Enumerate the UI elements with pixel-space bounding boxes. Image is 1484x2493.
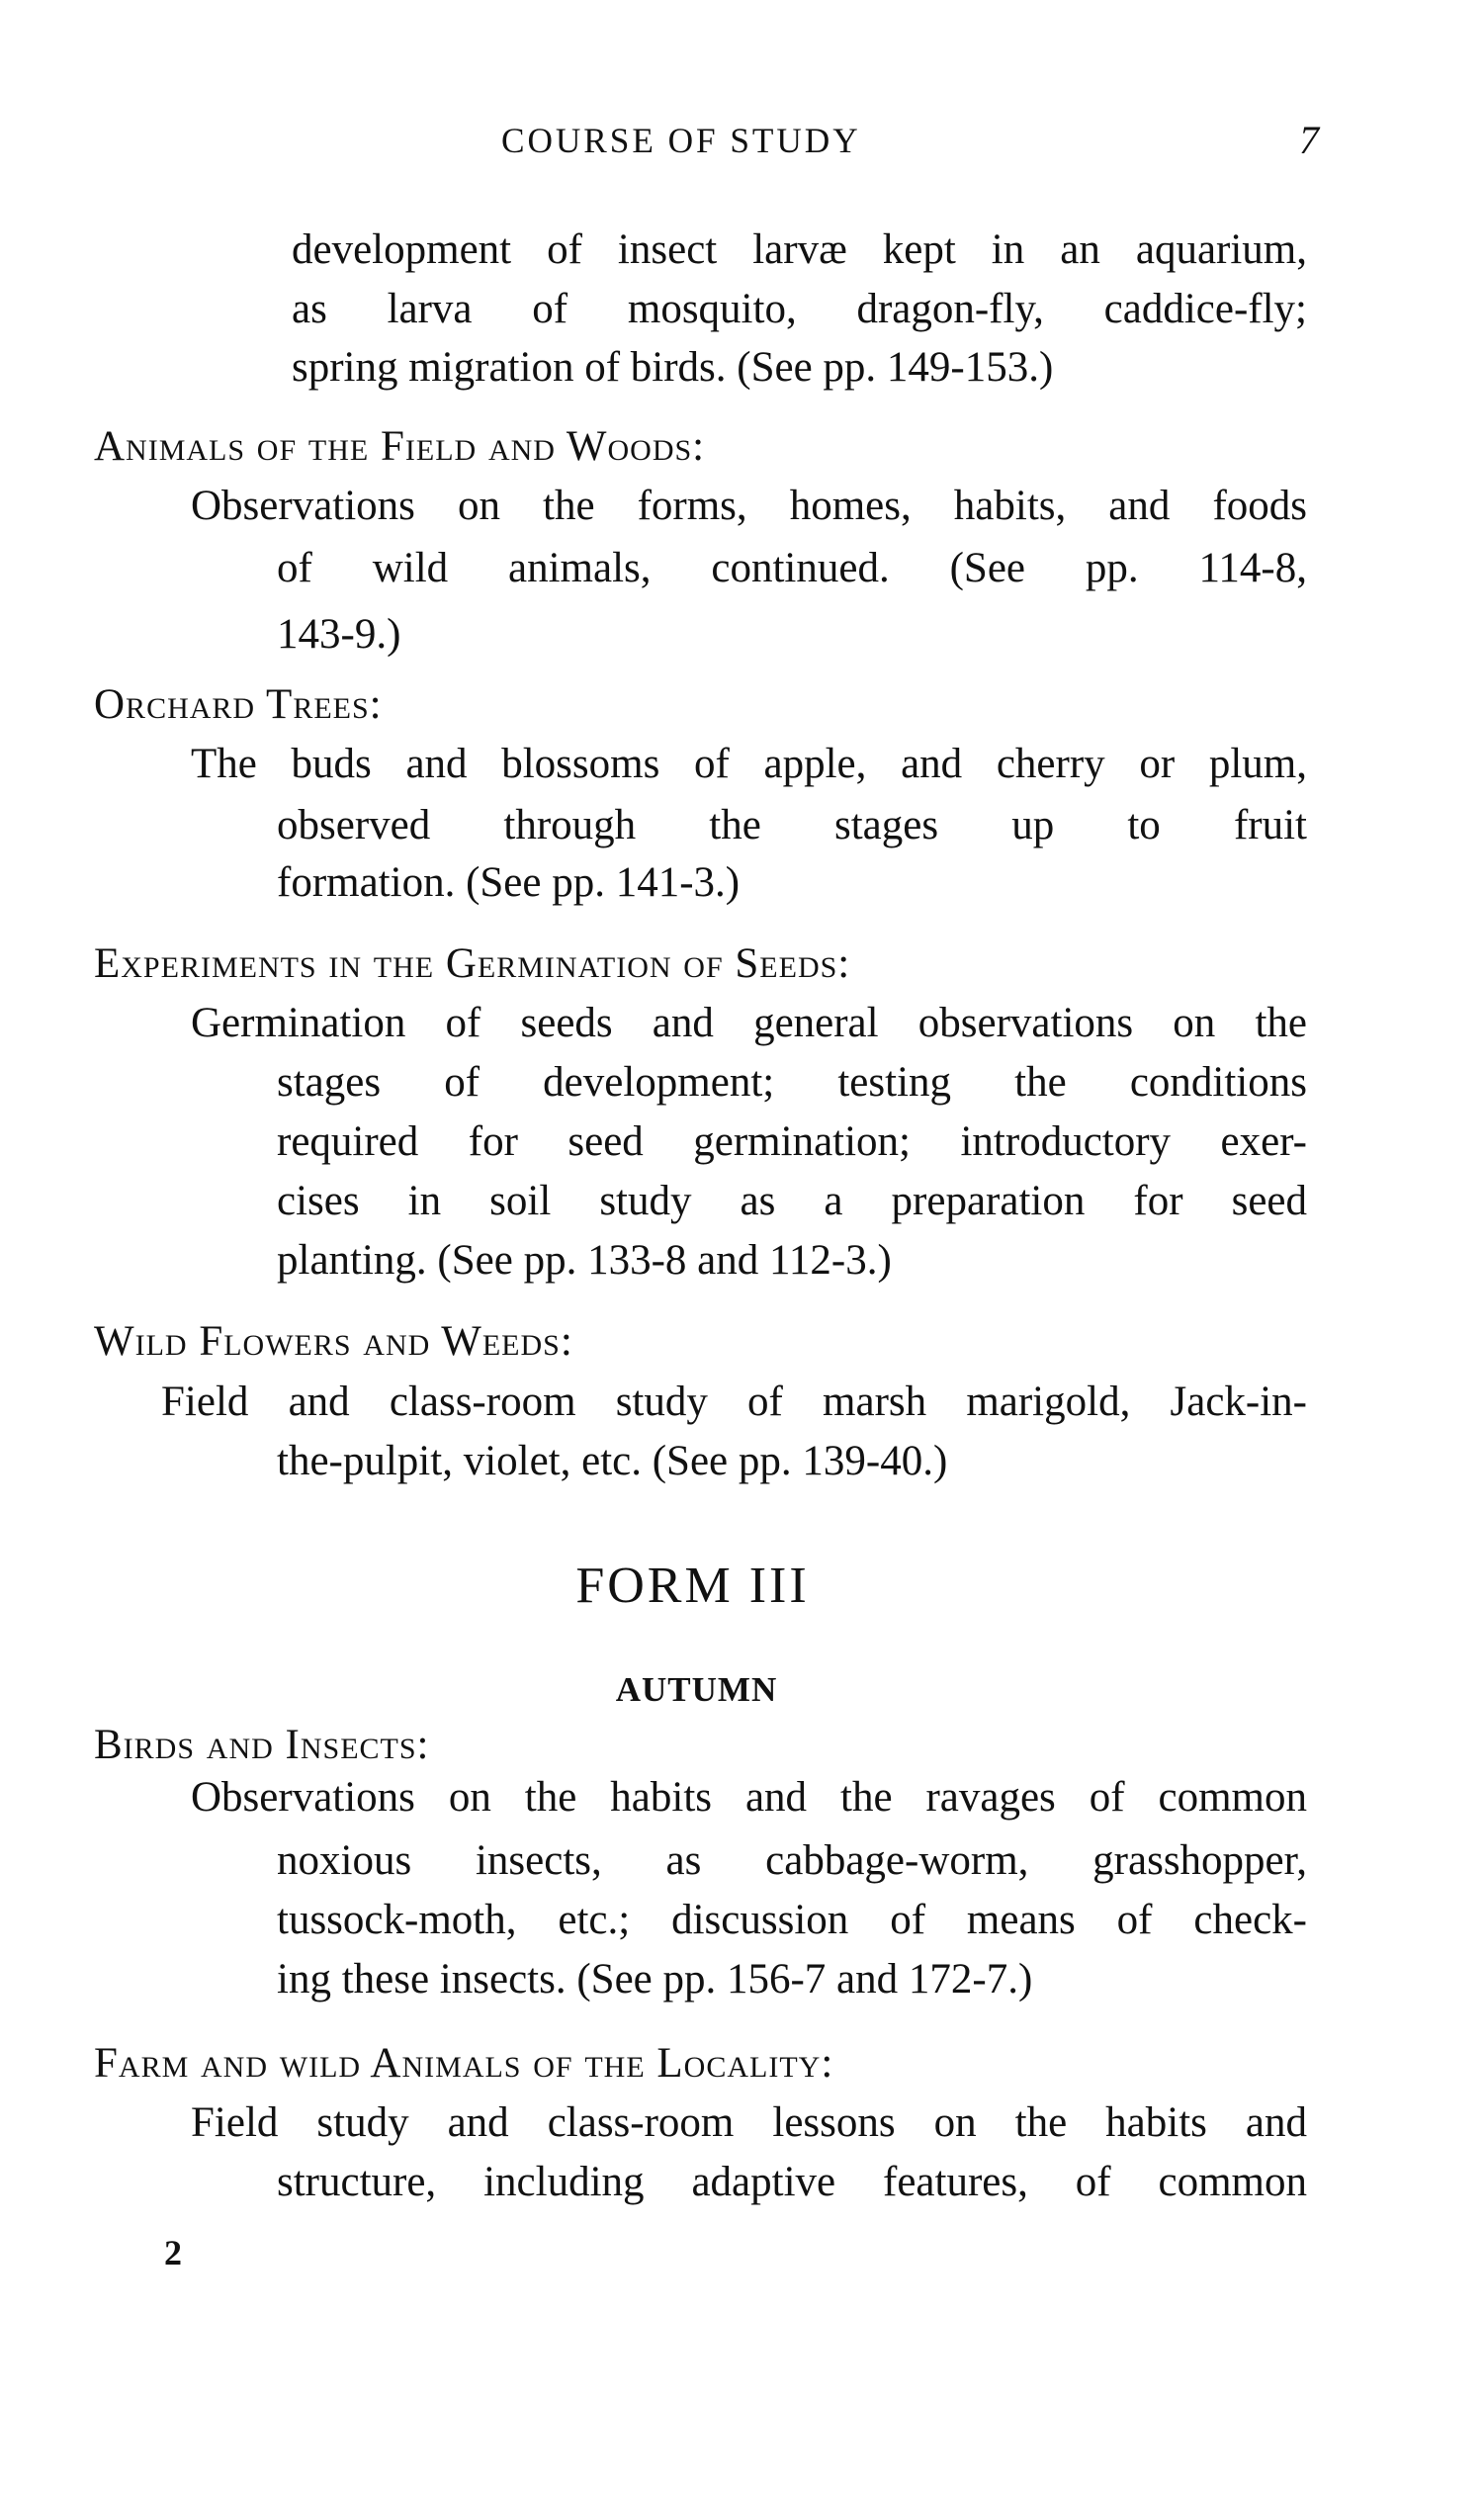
- section-heading: Animals of the Field and Woods:: [94, 423, 706, 470]
- season-heading: AUTUMN: [615, 1670, 778, 1709]
- paragraph-line: Germination of seeds and general observations on the: [191, 1000, 1307, 1046]
- paragraph-line: Observations on the habits and the ravages of common: [191, 1774, 1307, 1821]
- paragraph-line: stages of development; testing the conditions: [277, 1059, 1307, 1106]
- signature-mark: 2: [164, 2233, 182, 2272]
- paragraph-line: the-pulpit, violet, etc. (See pp. 139-40.): [277, 1438, 948, 1484]
- section-heading: Wild Flowers and Weeds:: [94, 1318, 573, 1365]
- paragraph-line: of wild animals, continued. (See pp. 114-8,: [277, 545, 1307, 591]
- paragraph-line: cises in soil study as a preparation for seed: [277, 1178, 1307, 1224]
- paragraph-line: Field study and class-room lessons on the habits and: [191, 2099, 1307, 2146]
- paragraph-line: Field and class-room study of marsh marigold, Jack-in-: [161, 1379, 1307, 1425]
- paragraph-line: tussock-moth, etc.; discussion of means of check-: [277, 1897, 1307, 1943]
- form-title: FORM III: [575, 1558, 810, 1614]
- paragraph-line: The buds and blossoms of apple, and cherry or plum,: [191, 741, 1307, 787]
- paragraph-line: 143-9.): [277, 611, 401, 658]
- paragraph-line: observed through the stages up to fruit: [277, 802, 1307, 848]
- paragraph-line: as larva of mosquito, dragon-fly, caddice-fly;: [292, 286, 1307, 332]
- section-heading: Orchard Trees:: [94, 681, 383, 728]
- paragraph-line: noxious insects, as cabbage-worm, grasshopper,: [277, 1837, 1307, 1884]
- paragraph-line: spring migration of birds. (See pp. 149-153.): [292, 344, 1054, 391]
- paragraph-line: ing these insects. (See pp. 156-7 and 172-7.): [277, 1956, 1033, 2003]
- paragraph-line: Observations on the forms, homes, habits, and foods: [191, 483, 1307, 529]
- running-head-title: COURSE OF STUDY: [501, 121, 861, 160]
- paragraph-line: structure, including adaptive features, of common: [277, 2159, 1307, 2205]
- section-heading: Birds and Insects:: [94, 1722, 430, 1768]
- page-number: 7: [1299, 118, 1319, 162]
- section-heading: Experiments in the Germination of Seeds:: [94, 940, 851, 987]
- paragraph-line: development of insect larvæ kept in an aquarium,: [292, 226, 1307, 273]
- paragraph-line: required for seed germination; introductory exer-: [277, 1118, 1307, 1165]
- paragraph-line: formation. (See pp. 141-3.): [277, 859, 741, 906]
- section-heading: Farm and wild Animals of the Locality:: [94, 2040, 834, 2087]
- paragraph-line: planting. (See pp. 133-8 and 112-3.): [277, 1237, 892, 1284]
